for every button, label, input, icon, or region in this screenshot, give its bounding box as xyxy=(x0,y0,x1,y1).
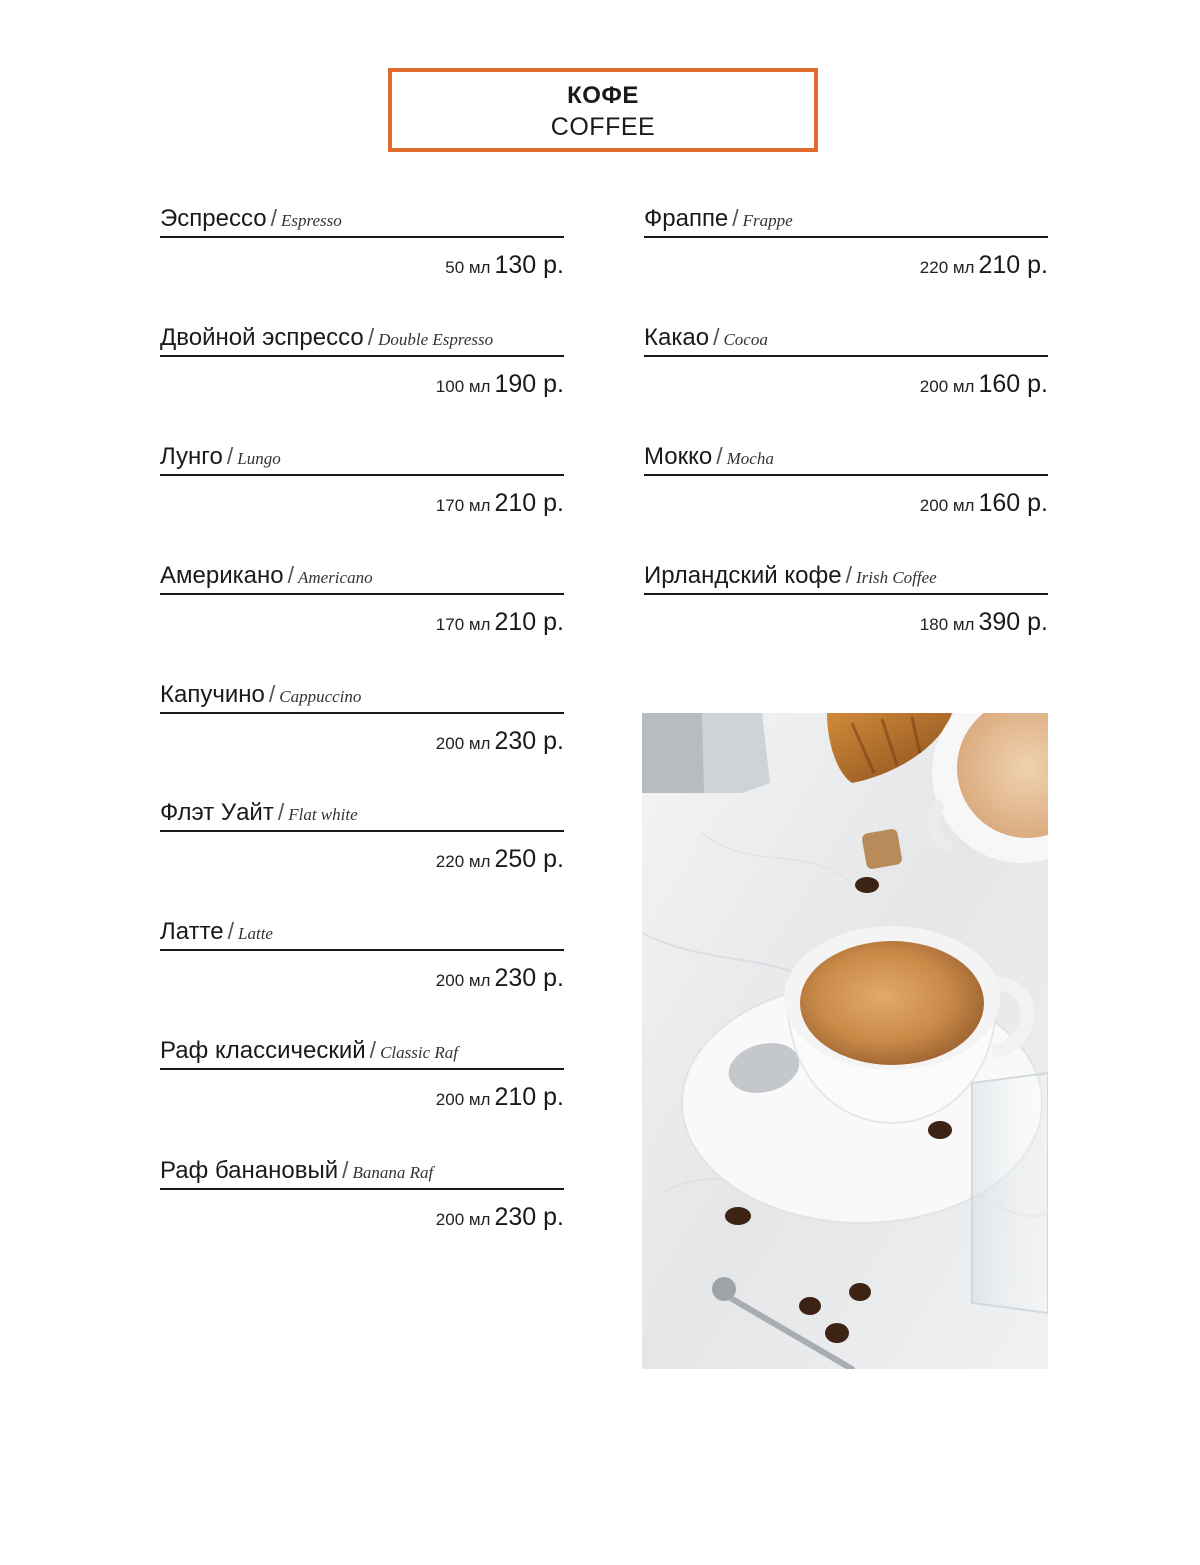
item-name-en: Americano xyxy=(297,568,373,587)
item-name-en: Irish Coffee xyxy=(855,568,937,587)
item-volume: 200 мл xyxy=(435,734,491,753)
menu-item-name xyxy=(160,557,564,595)
item-price: 230 р. xyxy=(494,727,564,755)
item-volume: 50 мл xyxy=(445,258,491,277)
menu-item-price-row xyxy=(160,488,564,522)
menu-item xyxy=(644,438,1048,538)
menu-item-name xyxy=(160,794,564,832)
item-name-en: Flat white xyxy=(288,805,358,824)
name-separator: / xyxy=(277,799,285,825)
item-volume: 200 мл xyxy=(919,377,975,396)
item-volume: 100 мл xyxy=(435,377,491,396)
menu-item-price-row xyxy=(160,1202,564,1236)
name-separator: / xyxy=(270,205,277,231)
name-separator: / xyxy=(367,324,375,350)
item-volume: 180 мл xyxy=(919,615,975,634)
item-price: 130 р. xyxy=(494,251,564,279)
menu-item xyxy=(644,557,1048,657)
menu-item xyxy=(160,1152,564,1252)
item-name-en: Double Espresso xyxy=(378,330,494,349)
menu-item-price-row xyxy=(160,726,564,760)
item-price: 210 р. xyxy=(494,489,564,517)
item-volume: 200 мл xyxy=(435,1210,491,1229)
menu-item-name xyxy=(644,319,1048,357)
menu-item-price-row xyxy=(160,369,564,403)
item-name-ru: Какао xyxy=(644,324,710,351)
name-separator: / xyxy=(226,443,234,469)
name-separator: / xyxy=(369,1037,377,1063)
menu-item-name xyxy=(644,200,1048,238)
item-name-en: Frappe xyxy=(742,211,793,230)
item-volume: 170 мл xyxy=(435,496,491,515)
item-name-en: Lungo xyxy=(237,449,281,468)
name-separator: / xyxy=(716,443,723,469)
header-title-en: COFFEE xyxy=(550,113,656,141)
item-volume: 200 мл xyxy=(435,1090,491,1109)
item-name-en: Banana Raf xyxy=(352,1163,434,1182)
name-separator: / xyxy=(287,562,294,588)
header-title-ru: КОФЕ xyxy=(567,82,639,109)
item-name-ru: Латте xyxy=(160,918,224,945)
item-price: 250 р. xyxy=(494,845,564,873)
item-name-ru: Лунго xyxy=(160,443,223,470)
item-name-en: Espresso xyxy=(280,211,342,230)
menu-item-price-row xyxy=(644,607,1048,641)
item-name-ru: Эспрессо xyxy=(160,205,267,232)
item-volume: 200 мл xyxy=(919,496,975,515)
menu-item xyxy=(644,200,1048,300)
name-separator: / xyxy=(268,681,276,707)
menu-item-name xyxy=(160,913,564,951)
menu-item-name xyxy=(160,1152,564,1190)
menu-header xyxy=(388,68,818,152)
item-name-ru: Двойной эспрессо xyxy=(160,324,364,351)
item-name-ru: Мокко xyxy=(644,443,713,470)
menu-item xyxy=(160,1032,564,1132)
item-name-ru: Капучино xyxy=(160,681,265,708)
item-name-en: Cocoa xyxy=(723,330,768,349)
item-name-ru: Флэт Уайт xyxy=(160,799,274,826)
coffee-photo xyxy=(642,713,1048,1369)
menu-item xyxy=(160,438,564,538)
menu-item-price-row xyxy=(160,963,564,997)
item-name-ru: Американо xyxy=(160,562,284,589)
item-name-ru: Раф классический xyxy=(160,1037,366,1064)
item-name-ru: Раф банановый xyxy=(160,1157,339,1184)
menu-item-price-row xyxy=(160,607,564,641)
menu-item-price-row xyxy=(160,1082,564,1116)
name-separator: / xyxy=(845,562,852,588)
item-price: 190 р. xyxy=(494,370,564,398)
item-name-en: Mocha xyxy=(726,449,774,468)
menu-item xyxy=(160,200,564,300)
menu-item-price-row xyxy=(644,250,1048,284)
menu-item-price-row xyxy=(160,844,564,878)
item-volume: 170 мл xyxy=(435,615,491,634)
item-name-en: Latte xyxy=(238,924,273,943)
item-price: 210 р. xyxy=(494,1083,564,1111)
menu-item-name xyxy=(160,200,564,238)
item-price: 210 р. xyxy=(494,608,564,636)
name-separator: / xyxy=(713,324,720,350)
item-price: 390 р. xyxy=(978,608,1048,636)
item-price: 160 р. xyxy=(978,489,1048,517)
item-price: 230 р. xyxy=(494,964,564,992)
menu-item-name xyxy=(644,557,1048,595)
item-name-ru: Фраппе xyxy=(644,205,729,232)
item-price: 160 р. xyxy=(978,370,1048,398)
menu-item xyxy=(644,319,1048,419)
name-separator: / xyxy=(227,918,235,944)
menu-item xyxy=(160,319,564,419)
menu-item xyxy=(160,676,564,776)
item-volume: 220 мл xyxy=(919,258,975,277)
item-price: 230 р. xyxy=(494,1203,564,1231)
menu-item-name xyxy=(160,438,564,476)
menu-item-name xyxy=(160,1032,564,1070)
menu-item xyxy=(160,913,564,1013)
menu-item-name xyxy=(644,438,1048,476)
menu-item-price-row xyxy=(160,250,564,284)
item-price: 210 р. xyxy=(978,251,1048,279)
item-volume: 200 мл xyxy=(435,971,491,990)
menu-item xyxy=(160,794,564,894)
menu-item xyxy=(160,557,564,657)
name-separator: / xyxy=(342,1157,349,1183)
item-name-ru: Ирландский кофе xyxy=(644,562,842,589)
menu-item-price-row xyxy=(644,488,1048,522)
menu-item-name xyxy=(160,676,564,714)
name-separator: / xyxy=(732,205,739,231)
menu-item-name xyxy=(160,319,564,357)
item-name-en: Cappuccino xyxy=(279,687,362,706)
item-name-en: Classic Raf xyxy=(380,1043,458,1062)
menu-item-price-row xyxy=(644,369,1048,403)
item-volume: 220 мл xyxy=(435,852,491,871)
